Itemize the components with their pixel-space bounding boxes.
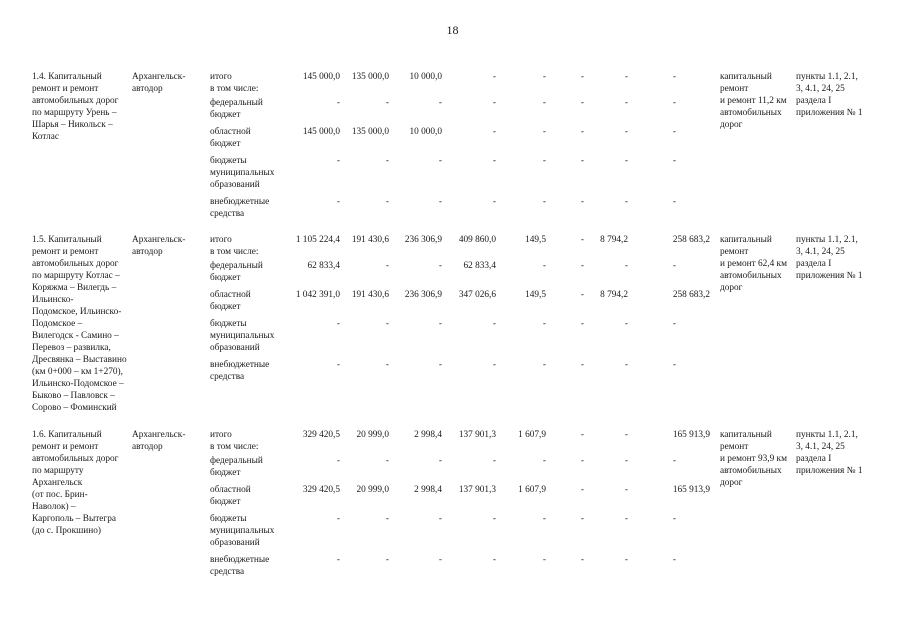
funding-value-col-3: - — [438, 156, 442, 166]
funding-value-col-2: - — [385, 456, 389, 466]
funding-source-row — [0, 83, 905, 95]
funding-source-label: в том числе: — [210, 442, 259, 452]
funding-value-col-9: 258 683,2 — [672, 235, 710, 245]
funding-value-col-3: - — [438, 319, 442, 329]
funding-value-col-4: 137 901,3 — [458, 430, 496, 440]
responsible-organization: Архангельск- автодор — [132, 235, 186, 257]
funding-value-col-3: 10 000,0 — [409, 72, 442, 82]
funding-source-row — [0, 260, 905, 283]
measure-name: 1.5. Капитальный ремонт и ремонт автомобильных дорог по маршруту Котлас – Коряжма – Вилегдь – Ильинско- Подомское, Ильинско- Подомское – Вилегодск - Самино – Перевоз – развилка, Дресвянка – Выставино (км 0+000 – км 1+270), Ильинско-Подомское – Быково – Павловск – Сорово – Фоминский — [32, 235, 127, 413]
funding-source-label: внебюджетные средства — [210, 197, 270, 219]
funding-value-col-3: 2 998,4 — [414, 485, 442, 495]
funding-value-col-1: - — [336, 197, 340, 207]
funding-value-col-8: - — [672, 360, 676, 370]
funding-value-col-1: 145 000,0 — [302, 72, 340, 82]
funding-value-col-3: 2 998,4 — [414, 430, 442, 440]
funding-value-col-4: - — [492, 456, 496, 466]
funding-value-col-5: - — [542, 127, 546, 137]
funding-value-col-1: - — [336, 555, 340, 565]
funding-value-col-8: - — [672, 98, 676, 108]
funding-value-col-2: 135 000,0 — [351, 127, 389, 137]
funding-value-col-3: - — [438, 514, 442, 524]
funding-value-col-4: - — [492, 514, 496, 524]
funding-value-col-6: - — [580, 290, 584, 300]
funding-value-col-7: - — [624, 514, 628, 524]
funding-value-col-6: - — [580, 72, 584, 82]
funding-value-col-2: - — [385, 197, 389, 207]
funding-value-col-7: - — [624, 127, 628, 137]
funding-source-row — [0, 196, 905, 219]
funding-value-col-1: 145 000,0 — [302, 127, 340, 137]
funding-value-col-6: - — [580, 127, 584, 137]
funding-source-row — [0, 455, 905, 478]
funding-value-col-2: 20 999,0 — [356, 485, 389, 495]
funding-value-col-8: - — [672, 514, 676, 524]
responsible-organization: Архангельск- автодор — [132, 430, 186, 452]
funding-source-row — [0, 441, 905, 453]
funding-value-col-7: 8 794,2 — [600, 235, 628, 245]
funding-value-col-8: - — [672, 555, 676, 565]
funding-source-label: областной бюджет — [210, 127, 251, 149]
funding-value-col-8: - — [672, 72, 676, 82]
funding-source-label: областной бюджет — [210, 485, 251, 507]
funding-source-row — [0, 126, 905, 149]
funding-value-col-5: - — [542, 360, 546, 370]
funding-value-col-7: - — [624, 197, 628, 207]
funding-value-col-4: 409 860,0 — [458, 235, 496, 245]
funding-source-row — [0, 484, 905, 507]
funding-value-col-1: 1 105 224,4 — [295, 235, 340, 245]
reference-documents: пункты 1.1, 2.1, 3, 4.1, 24, 25 раздела I приложения № 1 — [796, 235, 863, 281]
funding-value-col-6: - — [580, 98, 584, 108]
funding-value-col-2: 20 999,0 — [356, 430, 389, 440]
funding-value-col-7: - — [624, 430, 628, 440]
funding-value-col-9: 165 913,9 — [672, 485, 710, 495]
funding-value-col-4: - — [492, 360, 496, 370]
reference-documents: пункты 1.1, 2.1, 3, 4.1, 24, 25 раздела I приложения № 1 — [796, 72, 863, 118]
funding-source-row — [0, 513, 905, 548]
funding-value-col-3: - — [438, 360, 442, 370]
funding-value-col-8: - — [672, 197, 676, 207]
funding-value-col-9: 165 913,9 — [672, 430, 710, 440]
funding-value-col-4: - — [492, 72, 496, 82]
funding-value-col-2: - — [385, 319, 389, 329]
funding-value-col-2: - — [385, 555, 389, 565]
funding-source-label: федеральный бюджет — [210, 98, 263, 120]
funding-source-label: итого — [210, 235, 232, 245]
funding-value-col-4: - — [492, 197, 496, 207]
funding-value-col-1: - — [336, 156, 340, 166]
funding-value-col-1: - — [336, 319, 340, 329]
funding-value-col-7: - — [624, 72, 628, 82]
funding-source-label: итого — [210, 430, 232, 440]
funding-value-col-8: - — [672, 261, 676, 271]
funding-value-col-1: - — [336, 360, 340, 370]
funding-value-col-1: 62 833,4 — [307, 261, 340, 271]
funding-value-col-6: - — [580, 235, 584, 245]
funding-value-col-8: - — [672, 319, 676, 329]
funding-value-col-1: 1 042 391,0 — [295, 290, 340, 300]
funding-value-col-5: 149,5 — [525, 235, 546, 245]
funding-value-col-5: - — [542, 72, 546, 82]
measure-name: 1.6. Капитальный ремонт и ремонт автомобильных дорог по маршруту Архангельск (от пос. Брин- Наволок) – Каргополь – Вытегра (до с. Прокшино) — [32, 430, 119, 536]
funding-source-row — [0, 429, 905, 441]
funding-value-col-4: - — [492, 319, 496, 329]
funding-value-col-9: 258 683,2 — [672, 290, 710, 300]
expected-result: капитальный ремонт и ремонт 93,9 км автомобильных дорог — [720, 430, 787, 488]
funding-source-row — [0, 155, 905, 190]
funding-value-col-6: - — [580, 156, 584, 166]
funding-source-row — [0, 318, 905, 353]
funding-value-col-5: 1 607,9 — [518, 485, 546, 495]
funding-value-col-7: - — [624, 156, 628, 166]
funding-value-col-5: - — [542, 456, 546, 466]
expected-result: капитальный ремонт и ремонт 62,4 км автомобильных дорог — [720, 235, 787, 293]
responsible-organization: Архангельск- автодор — [132, 72, 186, 94]
funding-value-col-5: - — [542, 261, 546, 271]
funding-value-col-3: - — [438, 555, 442, 565]
funding-value-col-8: - — [672, 456, 676, 466]
funding-source-label: в том числе: — [210, 247, 259, 257]
funding-value-col-7: 8 794,2 — [600, 290, 628, 300]
funding-value-col-5: - — [542, 98, 546, 108]
funding-value-col-1: - — [336, 514, 340, 524]
funding-value-col-3: 236 306,9 — [404, 290, 442, 300]
funding-value-col-3: 236 306,9 — [404, 235, 442, 245]
funding-value-col-5: - — [542, 197, 546, 207]
funding-value-col-1: 329 420,5 — [302, 485, 340, 495]
funding-value-col-6: - — [580, 485, 584, 495]
funding-source-row — [0, 359, 905, 382]
funding-source-row — [0, 234, 905, 246]
funding-value-col-4: - — [492, 156, 496, 166]
funding-value-col-7: - — [624, 98, 628, 108]
measure-name: 1.4. Капитальный ремонт и ремонт автомобильных дорог по маршруту Урень – Шарья – Никольск – Котлас — [32, 72, 119, 142]
funding-value-col-6: - — [580, 261, 584, 271]
funding-value-col-4: - — [492, 98, 496, 108]
funding-source-row — [0, 289, 905, 312]
funding-source-label: федеральный бюджет — [210, 261, 263, 283]
funding-value-col-6: - — [580, 360, 584, 370]
reference-documents: пункты 1.1, 2.1, 3, 4.1, 24, 25 раздела I приложения № 1 — [796, 430, 863, 476]
funding-value-col-4: 137 901,3 — [458, 485, 496, 495]
expected-result: капитальный ремонт и ремонт 11,2 км автомобильных дорог — [720, 72, 787, 130]
funding-source-row — [0, 554, 905, 577]
funding-value-col-3: - — [438, 98, 442, 108]
funding-value-col-3: - — [438, 456, 442, 466]
funding-value-col-7: - — [624, 319, 628, 329]
funding-value-col-7: - — [624, 360, 628, 370]
funding-value-col-2: - — [385, 261, 389, 271]
funding-value-col-7: - — [624, 261, 628, 271]
funding-value-col-6: - — [580, 430, 584, 440]
funding-value-col-2: 191 430,6 — [351, 235, 389, 245]
funding-value-col-2: - — [385, 98, 389, 108]
funding-value-col-7: - — [624, 485, 628, 495]
funding-source-label: в том числе: — [210, 84, 259, 94]
funding-source-label: областной бюджет — [210, 290, 251, 312]
funding-value-col-6: - — [580, 514, 584, 524]
page-number: 18 — [446, 23, 459, 37]
funding-value-col-5: - — [542, 514, 546, 524]
funding-source-row — [0, 97, 905, 120]
funding-value-col-5: - — [542, 555, 546, 565]
funding-value-col-3: - — [438, 261, 442, 271]
funding-source-row — [0, 246, 905, 258]
funding-value-col-1: - — [336, 456, 340, 466]
funding-value-col-3: 10 000,0 — [409, 127, 442, 137]
funding-value-col-5: - — [542, 156, 546, 166]
funding-source-label: итого — [210, 72, 232, 82]
funding-source-row — [0, 71, 905, 83]
funding-value-col-6: - — [580, 555, 584, 565]
funding-value-col-2: 135 000,0 — [351, 72, 389, 82]
funding-value-col-4: - — [492, 555, 496, 565]
funding-value-col-5: - — [542, 319, 546, 329]
funding-source-label: бюджеты муниципальных образований — [210, 156, 275, 190]
funding-value-col-2: - — [385, 360, 389, 370]
funding-value-col-7: - — [624, 456, 628, 466]
funding-value-col-5: 1 607,9 — [518, 430, 546, 440]
funding-value-col-3: - — [438, 197, 442, 207]
funding-value-col-4: - — [492, 127, 496, 137]
funding-value-col-4: 62 833,4 — [463, 261, 496, 271]
funding-value-col-6: - — [580, 197, 584, 207]
funding-value-col-2: 191 430,6 — [351, 290, 389, 300]
funding-source-label: внебюджетные средства — [210, 555, 270, 577]
funding-value-col-8: - — [672, 127, 676, 137]
funding-value-col-2: - — [385, 514, 389, 524]
funding-source-label: внебюджетные средства — [210, 360, 270, 382]
funding-value-col-5: 149,5 — [525, 290, 546, 300]
funding-value-col-2: - — [385, 156, 389, 166]
funding-source-label: бюджеты муниципальных образований — [210, 319, 275, 353]
funding-value-col-6: - — [580, 456, 584, 466]
funding-value-col-6: - — [580, 319, 584, 329]
funding-value-col-7: - — [624, 555, 628, 565]
funding-value-col-8: - — [672, 156, 676, 166]
funding-value-col-1: 329 420,5 — [302, 430, 340, 440]
funding-source-label: федеральный бюджет — [210, 456, 263, 478]
funding-value-col-1: - — [336, 98, 340, 108]
funding-value-col-4: 347 026,6 — [458, 290, 496, 300]
funding-source-label: бюджеты муниципальных образований — [210, 514, 275, 548]
